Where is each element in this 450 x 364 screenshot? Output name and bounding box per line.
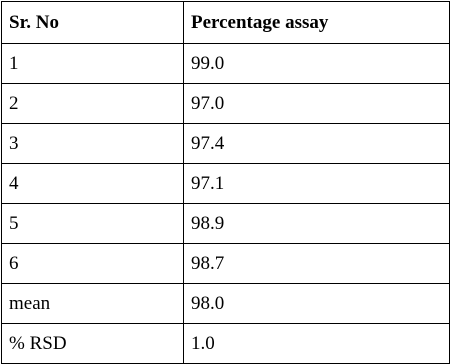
- cell-percentage-assay: 98.7: [184, 244, 450, 284]
- cell-sr-no: 6: [2, 244, 184, 284]
- table-row: [2, 84, 450, 124]
- table-row-rsd: [2, 324, 450, 364]
- table-row: [2, 44, 450, 84]
- cell-sr-no: 4: [2, 164, 184, 204]
- table-header-row: [2, 2, 450, 44]
- cell-percentage-assay: 98.9: [184, 204, 450, 244]
- cell-percentage-assay: 97.0: [184, 84, 450, 124]
- cell-percentage-assay: 97.4: [184, 124, 450, 164]
- table-row: [2, 124, 450, 164]
- cell-percentage-assay: 99.0: [184, 44, 450, 84]
- cell-mean-value: 98.0: [184, 284, 450, 324]
- assay-table-container: [1, 1, 450, 364]
- table-row: [2, 164, 450, 204]
- table-row-mean: [2, 284, 450, 324]
- assay-table: [1, 1, 450, 364]
- cell-rsd-value: 1.0: [184, 324, 450, 364]
- cell-percentage-assay: 97.1: [184, 164, 450, 204]
- header-percentage-assay: Percentage assay: [184, 2, 450, 44]
- cell-sr-no: 2: [2, 84, 184, 124]
- cell-sr-no: 3: [2, 124, 184, 164]
- table-row: [2, 244, 450, 284]
- cell-rsd-label: % RSD: [2, 324, 184, 364]
- cell-mean-label: mean: [2, 284, 184, 324]
- table-row: [2, 204, 450, 244]
- cell-sr-no: 1: [2, 44, 184, 84]
- header-sr-no: Sr. No: [2, 2, 184, 44]
- cell-sr-no: 5: [2, 204, 184, 244]
